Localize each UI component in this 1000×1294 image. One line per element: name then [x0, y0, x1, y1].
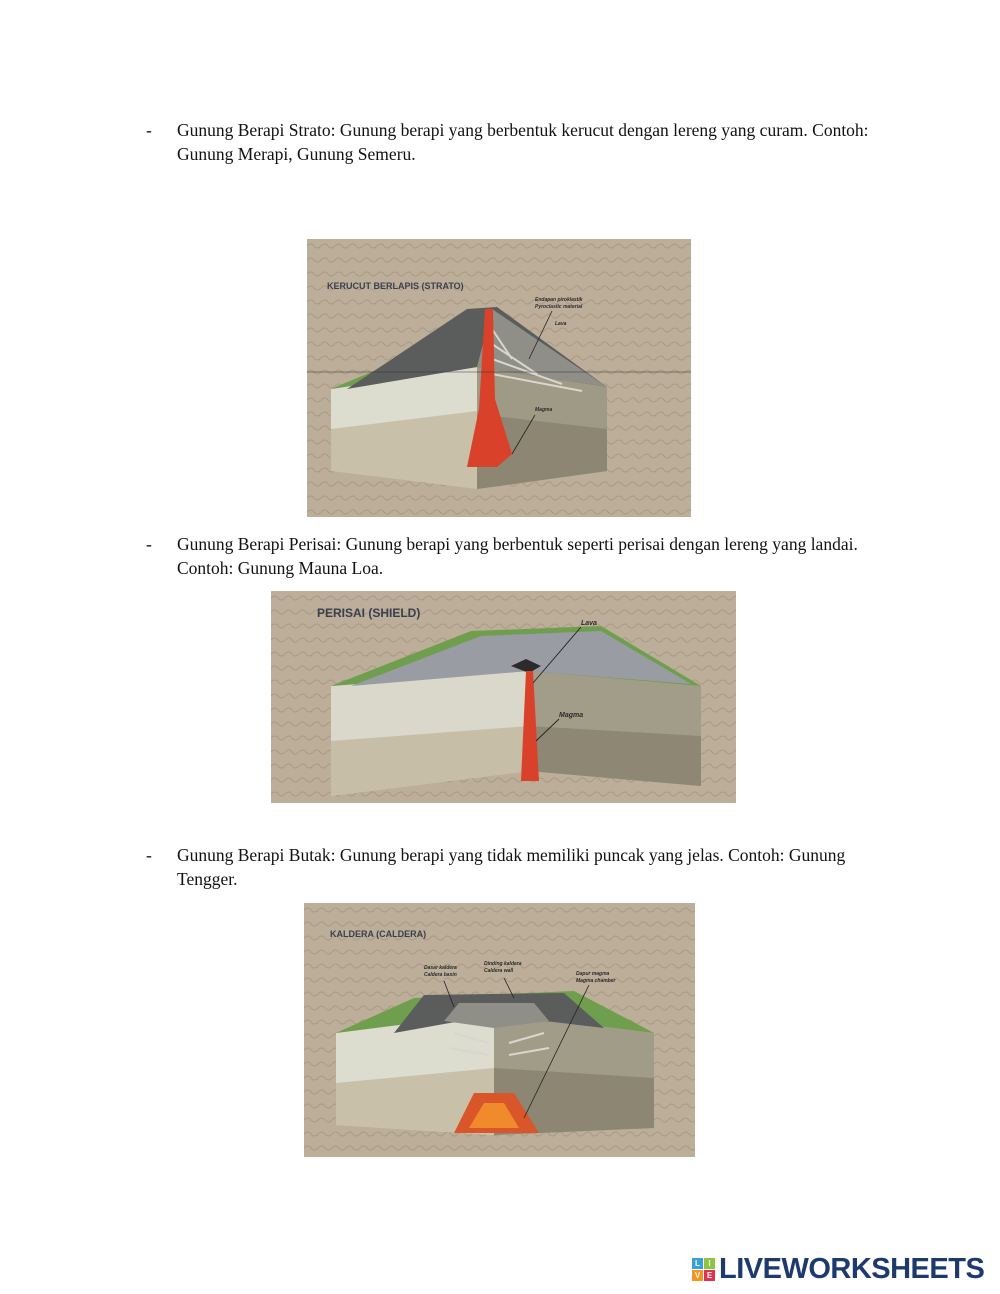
callout-dasar-en: Caldera basin	[424, 972, 457, 978]
logo-text: LIVEWORKSHEETS	[719, 1252, 985, 1285]
figure-title: PERISAI (SHIELD)	[317, 606, 421, 620]
bullet-text-perisai: Gunung Berapi Perisai: Gunung berapi yang berbentuk seperti perisai dengan lereng yang landai. Contoh: Gunung Mauna Loa.	[177, 534, 858, 578]
callout-dasar-id: Dasar kaldera	[424, 965, 457, 971]
bullet-butak	[146, 843, 906, 891]
bullet-strato	[146, 118, 906, 166]
shield-illustration	[271, 591, 736, 803]
bullet-dash: -	[146, 120, 152, 140]
bullet-text-butak: Gunung Berapi Butak: Gunung berapi yang tidak memiliki puncak yang jelas. Contoh: Gunung Tengger.	[177, 845, 846, 889]
callout-dapur-en: Magma chamber	[576, 978, 616, 984]
bullet-dash: -	[146, 534, 152, 554]
logo-letter: I	[704, 1258, 715, 1269]
callout-magma: Magma	[559, 712, 584, 719]
figure-perisai	[271, 591, 736, 803]
figure-kaldera	[304, 903, 695, 1157]
strato-illustration	[307, 239, 691, 517]
callout-dinding-id: Dinding kaldera	[484, 961, 522, 967]
callout-magma: Magma	[535, 407, 553, 413]
bullet-dash: -	[146, 845, 152, 865]
caldera-illustration	[304, 903, 695, 1157]
callout-dapur-id: Dapur magma	[576, 971, 610, 977]
liveworksheets-logo	[692, 1254, 984, 1284]
logo-letter: E	[704, 1270, 715, 1281]
logo-letter: L	[692, 1258, 703, 1269]
figure-title: KERUCUT BERLAPIS (STRATO)	[327, 281, 464, 291]
callout-pyro-id: Endapan piroklastik	[535, 297, 583, 303]
callout-lava: Lava	[555, 321, 567, 327]
callout-pyro-en: Pyroclastic material	[535, 304, 583, 310]
bullet-text-strato: Gunung Berapi Strato: Gunung berapi yang berbentuk kerucut dengan lereng yang curam. Contoh: Gunung Merapi, Gunung Semeru.	[177, 120, 869, 164]
figure-strato	[307, 239, 691, 517]
figure-title: KALDERA (CALDERA)	[330, 929, 427, 939]
callout-lava: Lava	[581, 620, 597, 627]
bullet-perisai	[146, 532, 906, 580]
logo-blocks-icon	[692, 1258, 715, 1281]
logo-letter: V	[692, 1270, 703, 1281]
callout-dinding-en: Caldera wall	[484, 968, 514, 974]
